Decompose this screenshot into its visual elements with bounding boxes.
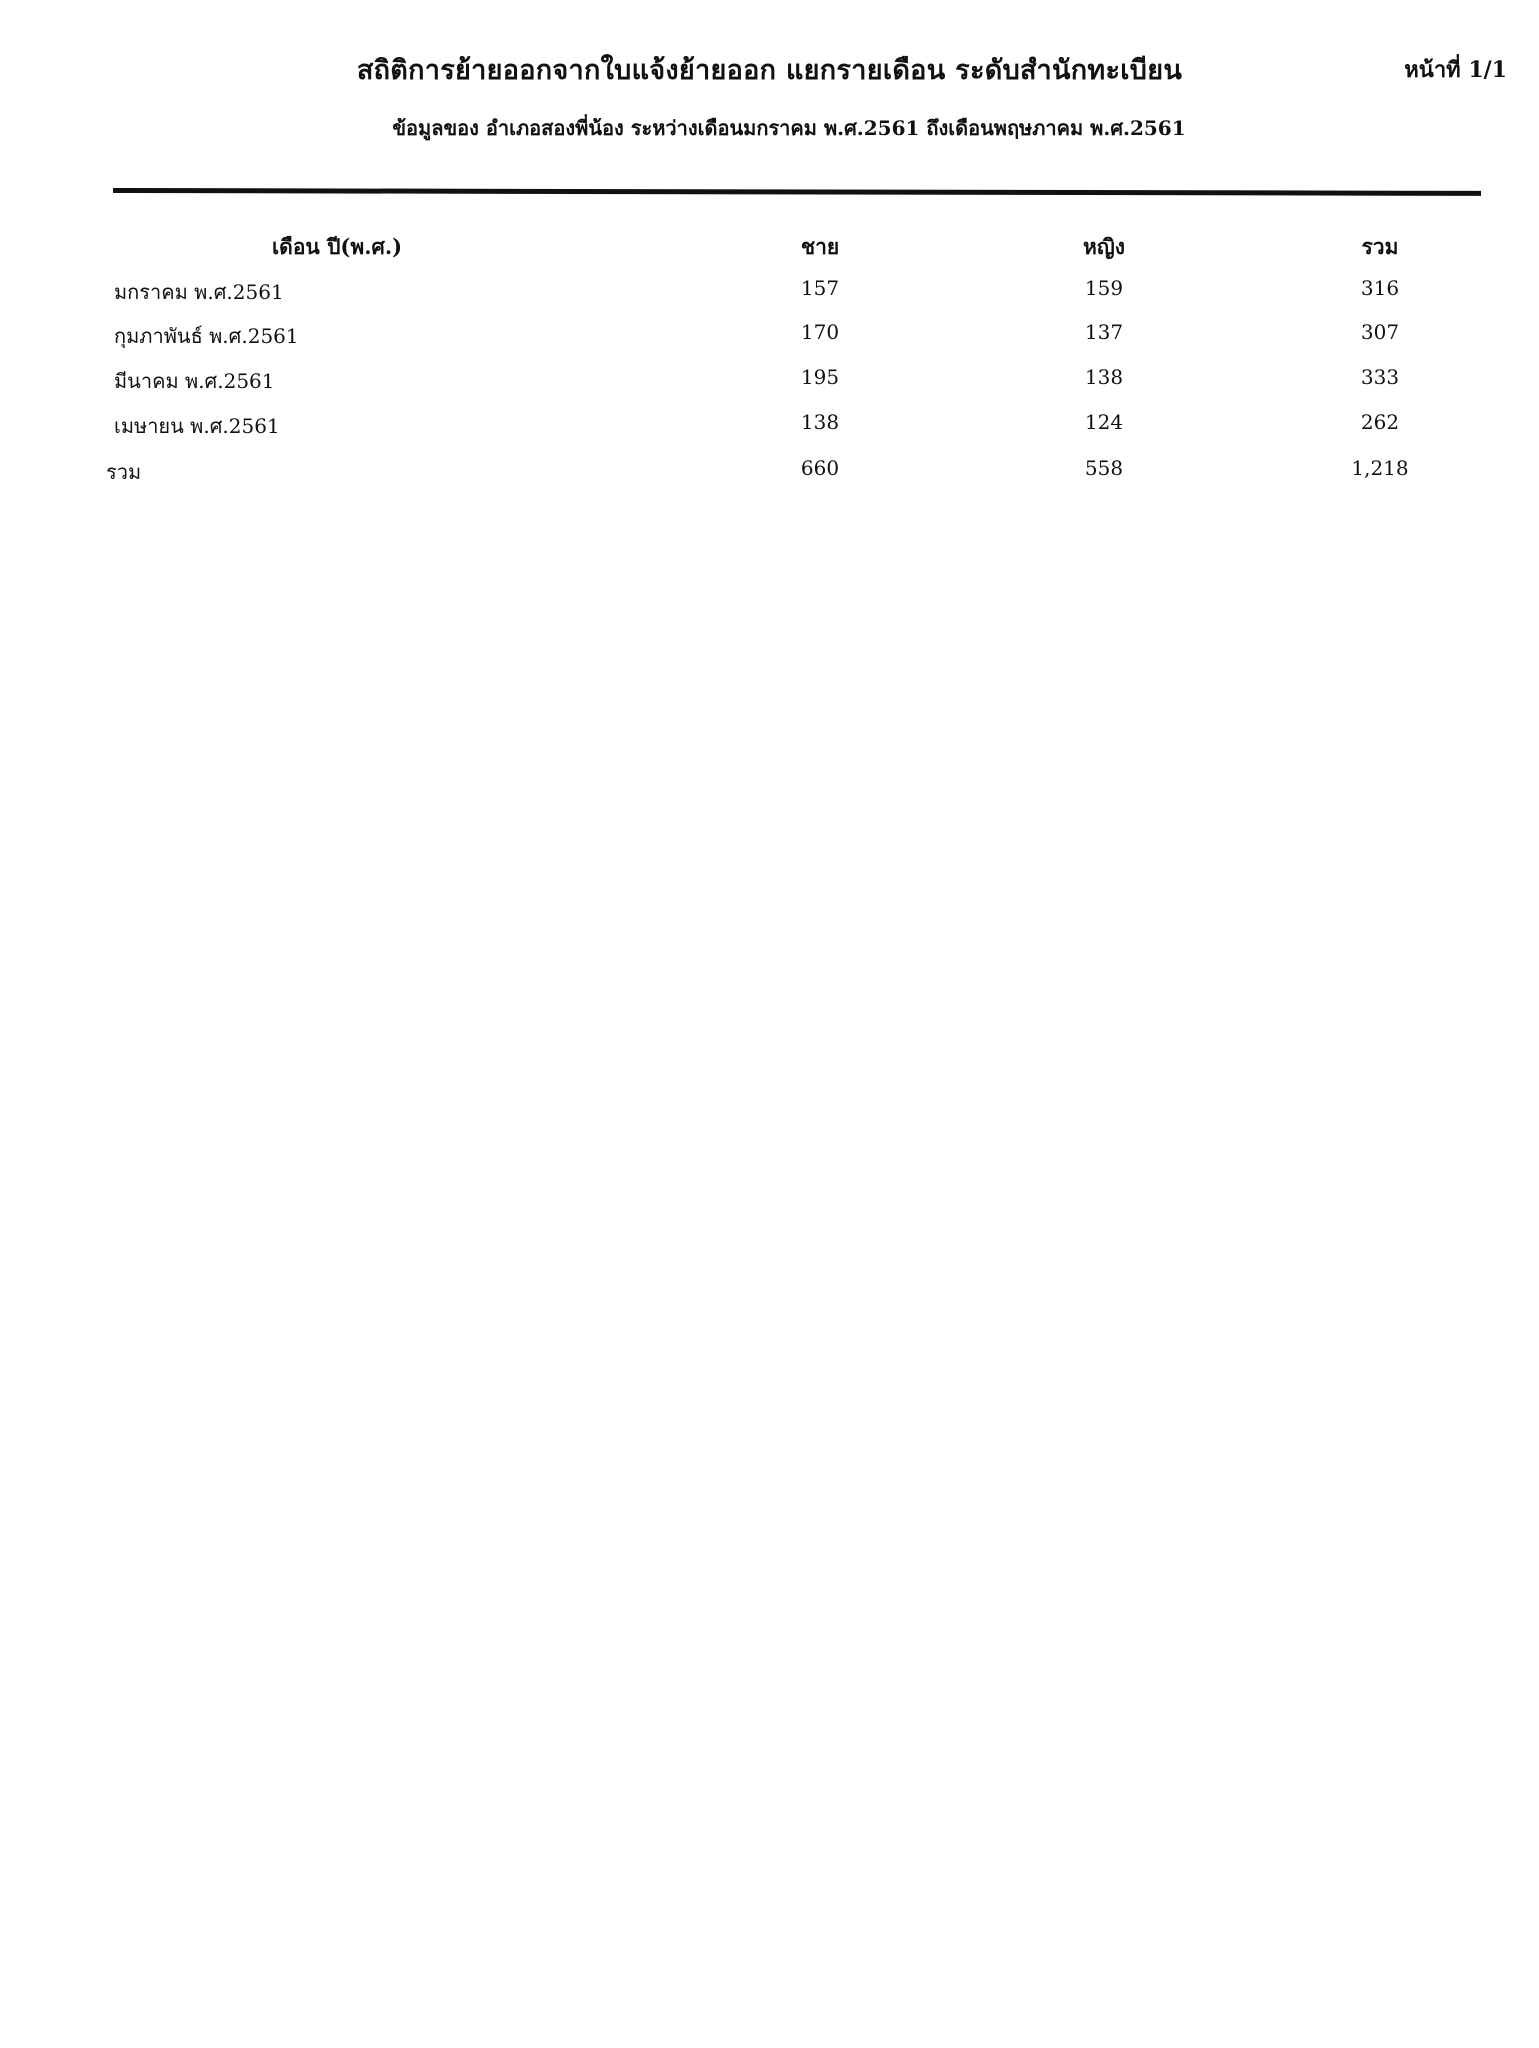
- total-cell: 333: [1360, 365, 1400, 389]
- column-header-month: เดือน ปี(พ.ศ.): [272, 234, 403, 259]
- table-row: [0, 410, 1539, 440]
- grand-total-cell: 1,218: [1351, 456, 1409, 480]
- male-total-cell: 660: [800, 456, 840, 480]
- table-header-row: [0, 231, 1539, 261]
- male-cell: 170: [800, 320, 840, 344]
- table-total-row: [0, 456, 1539, 486]
- month-cell: เมษายน พ.ศ.2561: [114, 414, 280, 438]
- report-title: สถิติการย้ายออกจากใบแจ้งย้ายออก แยกรายเดือน ระดับสำนักทะเบียน: [356, 55, 1183, 86]
- table-row: [0, 320, 1539, 350]
- page-number: หน้าที่ 1/1: [1404, 57, 1507, 83]
- male-cell: 195: [800, 365, 840, 389]
- total-cell: 307: [1360, 320, 1400, 344]
- table-row: [0, 276, 1539, 306]
- total-cell: 262: [1360, 410, 1400, 434]
- female-cell: 137: [1084, 320, 1124, 344]
- month-cell: กุมภาพันธ์ พ.ศ.2561: [114, 324, 299, 348]
- report-subtitle: ข้อมูลของ อำเภอสองพี่น้อง ระหว่างเดือนมกราคม พ.ศ.2561 ถึงเดือนพฤษภาคม พ.ศ.2561: [392, 116, 1186, 140]
- column-header-female: หญิง: [1083, 234, 1125, 259]
- total-label: รวม: [106, 460, 142, 484]
- female-cell: 124: [1084, 410, 1124, 434]
- header-divider: [113, 188, 1481, 196]
- month-cell: มีนาคม พ.ศ.2561: [114, 369, 275, 393]
- column-header-male: ชาย: [800, 234, 840, 259]
- table-row: [0, 365, 1539, 395]
- female-total-cell: 558: [1084, 456, 1124, 480]
- month-cell: มกราคม พ.ศ.2561: [114, 280, 284, 304]
- male-cell: 138: [800, 410, 840, 434]
- female-cell: 159: [1084, 276, 1124, 300]
- column-header-total: รวม: [1361, 234, 1399, 259]
- female-cell: 138: [1084, 365, 1124, 389]
- male-cell: 157: [800, 276, 840, 300]
- total-cell: 316: [1360, 276, 1400, 300]
